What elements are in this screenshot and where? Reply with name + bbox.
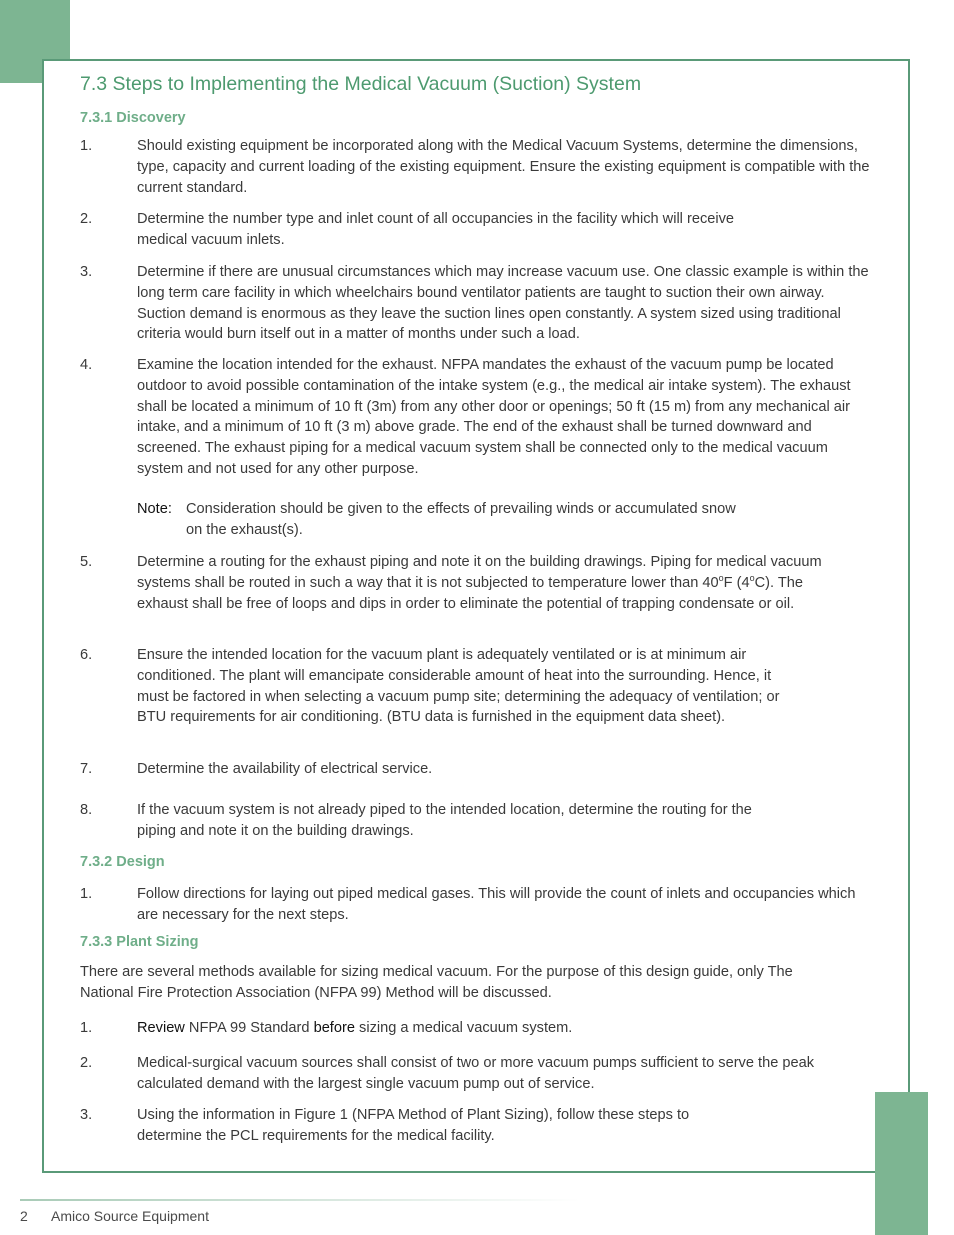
item-number: 2. bbox=[80, 211, 93, 227]
item-text: Determine if there are unusual circumstances which may increase vacuum use. One classic example is within the long term care facility in which wheelchairs bound ventilator patients are taught to suction their own airway. Suction demand is enormous as they leave the suction lines open constantly. A system sized using traditional criteria would burn itself out in a matter of months under such a load. bbox=[137, 264, 869, 343]
page-number: 2 bbox=[20, 1208, 28, 1224]
item-number: 3. bbox=[80, 264, 93, 280]
item-text: Examine the location intended for the exhaust. NFPA mandates the exhaust of the vacuum pump be located outdoor to avoid possible contamination of the intake system (e.g., the medical air intake system). The exhaust shall be located a minimum of 10 ft (3m) from any other door or openings; 50 ft (15 m) from any mechanical air intake, and a minimum of 10 ft (3 m) above grade. The end of the exhaust shall be turned downward and screened. The exhaust piping for a medical vacuum system shall be connected only to the medical vacuum system and not used for any other purpose. bbox=[137, 357, 851, 477]
item-number: 1. bbox=[80, 138, 93, 154]
item-text: Determine the availability of electrical service. bbox=[137, 761, 433, 777]
item-number: 5. bbox=[80, 554, 93, 570]
discovery-item-2 bbox=[80, 209, 870, 251]
discovery-item-5 bbox=[80, 552, 870, 614]
footer-brand: Amico Source Equipment bbox=[51, 1208, 209, 1224]
sizing-item-1 bbox=[80, 1018, 870, 1039]
design-heading: 7.3.2 Design bbox=[80, 854, 165, 870]
note-label: Note: bbox=[137, 501, 172, 517]
item-text: Determine the number type and inlet count of all occupancies in the facility which will receive medical vacuum inlets. bbox=[137, 211, 735, 248]
item-text: Should existing equipment be incorporated along with the Medical Vacuum Systems, determine the dimensions, type, capacity and current loading of the existing equipment. Ensure the existing equipment is compatible with the current standard. bbox=[137, 138, 870, 196]
discovery-heading: 7.3.1 Discovery bbox=[80, 110, 186, 126]
discovery-item-4 bbox=[80, 355, 870, 480]
item-number: 4. bbox=[80, 357, 93, 373]
item-text: Follow directions for laying out piped medical gases. This will provide the count of inlets and occupancies which are necessary for the next steps. bbox=[137, 886, 856, 923]
item-number: 3. bbox=[80, 1107, 93, 1123]
item-text: If the vacuum system is not already piped to the intended location, determine the routing for the piping and note it on the building drawings. bbox=[137, 802, 752, 839]
item-number: 7. bbox=[80, 761, 93, 777]
item-number: 1. bbox=[80, 1020, 93, 1036]
design-item-1 bbox=[80, 884, 870, 926]
note-text: Consideration should be given to the effects of prevailing winds or accumulated snow on the exhaust(s). bbox=[186, 501, 736, 538]
item-number: 8. bbox=[80, 802, 93, 818]
plant-sizing-intro: There are several methods available for sizing medical vacuum. For the purpose of this design guide, only The National Fire Protection Association (NFPA 99) Method will be discussed. bbox=[80, 964, 793, 1001]
discovery-item-8 bbox=[80, 800, 870, 842]
corner-tab-bottom bbox=[875, 1092, 928, 1235]
item-text: Review NFPA 99 Standard before sizing a medical vacuum system. bbox=[137, 1020, 573, 1036]
item-number: 6. bbox=[80, 647, 93, 663]
item-text: Ensure the intended location for the vacuum plant is adequately ventilated or is at minimum air conditioned. The plant will emancipate considerable amount of heat into the surrounding. Hence, it must be factored in when selecting a vacuum pump site; determining the adequacy of ventilation; or BTU requirements for air conditioning. (BTU data is furnished in the equipment data sheet). bbox=[137, 647, 780, 726]
plant-sizing-heading: 7.3.3 Plant Sizing bbox=[80, 934, 199, 950]
exhaust-note bbox=[137, 499, 837, 541]
sizing-item-2 bbox=[80, 1053, 870, 1095]
discovery-item-6 bbox=[80, 645, 870, 728]
item-text: Medical-surgical vacuum sources shall consist of two or more vacuum pumps sufficient to serve the peak calculated demand with the largest single vacuum pump out of service. bbox=[137, 1055, 815, 1092]
discovery-item-3 bbox=[80, 262, 870, 345]
discovery-item-7 bbox=[80, 759, 870, 780]
item-text: Determine a routing for the exhaust piping and note it on the building drawings. Piping for medical vacuum systems shall be routed in such a way that it is not subjected to temperature lower than 40$^o$F (4$^o$C). The exhaust shall be free of loops and dips in order to eliminate the potential of trapping condensate or oil. bbox=[137, 554, 822, 612]
item-text: Using the information in Figure 1 (NFPA Method of Plant Sizing), follow these steps to determine the PCL requirements for the medical facility. bbox=[137, 1107, 690, 1144]
section-title: 7.3 Steps to Implementing the Medical Vacuum (Suction) System bbox=[80, 73, 642, 95]
item-number: 1. bbox=[80, 886, 93, 902]
item-number: 2. bbox=[80, 1055, 93, 1071]
discovery-item-1 bbox=[80, 136, 870, 198]
sizing-item-3 bbox=[80, 1105, 870, 1147]
page-footer bbox=[20, 1208, 209, 1224]
footer-rule bbox=[20, 1199, 580, 1201]
